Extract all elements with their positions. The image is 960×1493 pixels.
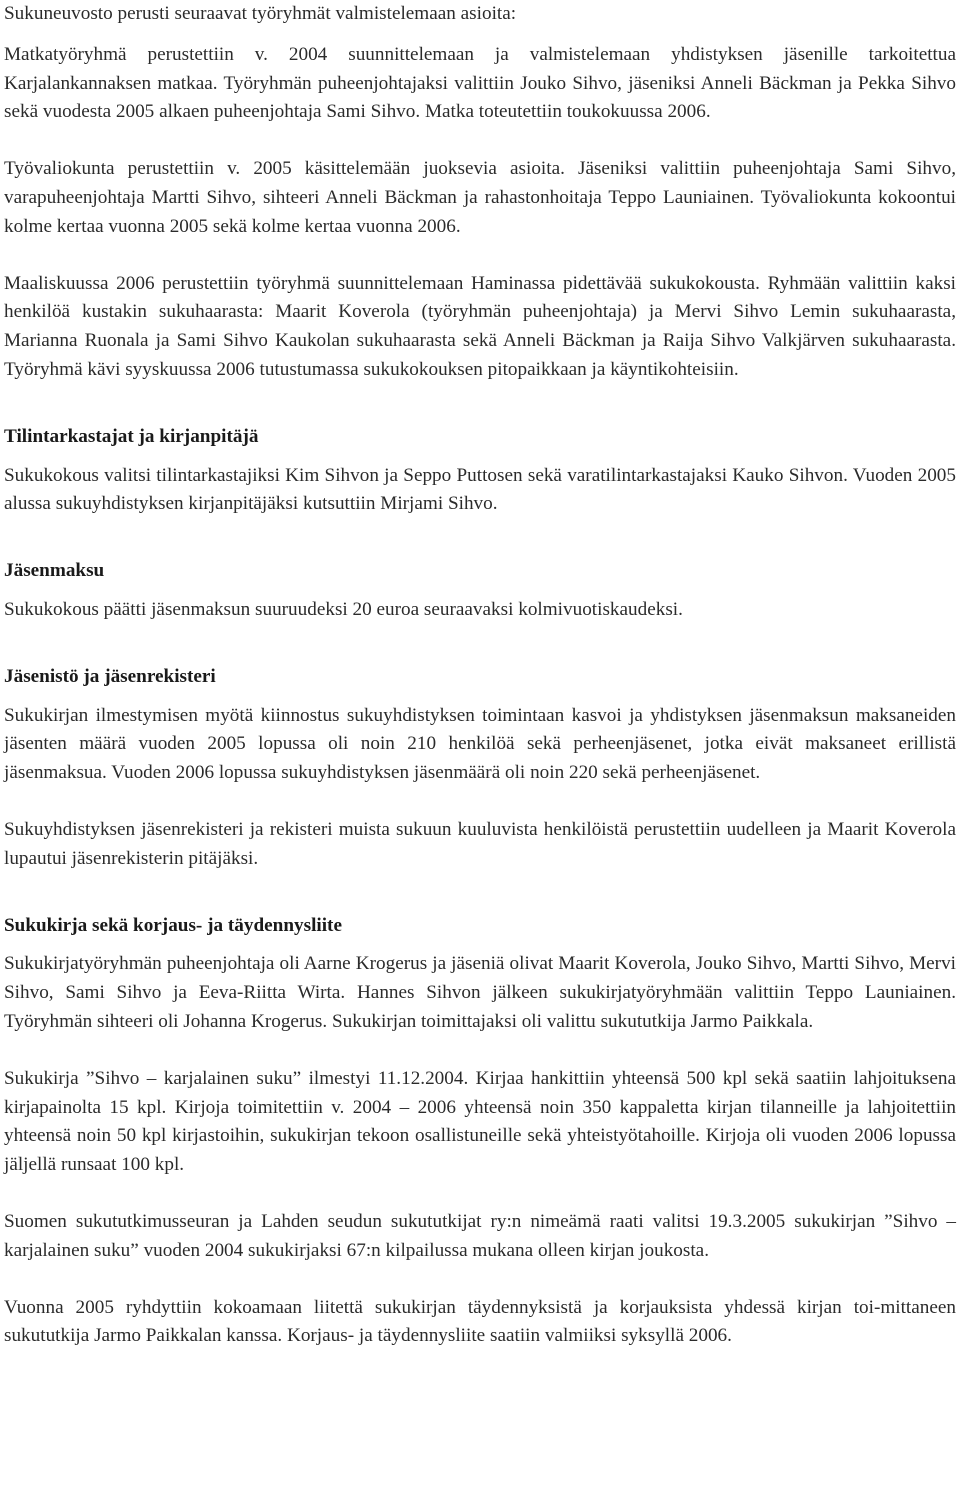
heading-membership-fee: Jäsenmaksu <box>4 560 105 582</box>
paragraph-meeting-group: Maaliskuussa 2006 perustettiin työryhmä suunnittelemaan Haminassa pidettävää sukukokousta. Ryhmään valittiin kaksi henkilöä kustakin sukuhaarasta: Maarit Koverola (työryhmän puheenjohtaja) ja Mervi Sihvo Lemin sukuhaarasta, Marianna Ruonala ja Sami Sihvo Kaukolan sukuhaarasta sekä Anneli Bäckman ja Raija Sihvo Valkjärven sukuhaarasta. Työryhmä kävi syyskuussa 2006 tutustumassa sukukokouksen pitopaikkaan ja käyntikohteisiin. <box>4 272 956 380</box>
document-page <box>4 0 956 1351</box>
paragraph-members-count: Sukukirjan ilmestymisen myötä kiinnostus sukuyhdistyksen toimintaan kasvoi ja yhdistyksen jäsenmaksun maksaneiden jäsenten määrä vuoden 2005 lopussa oli noin 210 henkilöä sekä perheenjäsenet, jotka eivät maksaneet erillistä jäsenmaksua. Vuoden 2006 lopussa sukuyhdistyksen jäsenmäärä oli noin 220 sekä perheenjäsenet. <box>4 704 956 784</box>
paragraph-book-award: Suomen sukututkimusseuran ja Lahden seudun sukututkijat ry:n nimeämä raati valitsi 19.3.2005 sukukirjan ”Sihvo – karjalainen suku” vuoden 2004 sukukirjaksi 67:n kilpailussa mukana olleen kirjan joukosta. <box>4 1210 956 1261</box>
heading-auditors: Tilintarkastajat ja kirjanpitäjä <box>4 425 259 447</box>
paragraph-members-register: Sukuyhdistyksen jäsenrekisteri ja rekisteri muista sukuun kuuluvista henkilöistä perustettiin uudelleen ja Maarit Koverola lupautui jäsenrekisterin pitäjäksi. <box>4 818 956 869</box>
paragraph-book-supplement: Vuonna 2005 ryhdyttiin kokoamaan liitettä sukukirjan täydennyksistä ja korjauksista yhdessä kirjan toi-mittaneen sukututkija Jarmo Paikkalan kanssa. Korjaus- ja täydennysliite saatiin valmiiksi syksyllä 2006. <box>4 1296 956 1347</box>
paragraph-working-committee: Työvaliokunta perustettiin v. 2005 käsittelemään juoksevia asioita. Jäseniksi valittiin puheenjohtaja Sami Sihvo, varapuheenjohtaja Martti Sihvo, sihteeri Anneli Bäckman ja rahastonhoitaja Teppo Launiainen. Työvaliokunta kokoontui kolme kertaa vuonna 2005 sekä kolme kertaa vuonna 2006. <box>4 158 956 237</box>
intro-paragraph: Sukuneuvosto perusti seuraavat työryhmät valmistelemaan asioita: <box>4 3 517 24</box>
heading-members-register: Jäsenistö ja jäsenrekisteri <box>4 665 216 687</box>
heading-family-book: Sukukirja sekä korjaus- ja täydennysliite <box>4 914 342 936</box>
paragraph-book-group: Sukukirjatyöryhmän puheenjohtaja oli Aarne Krogerus ja jäseniä olivat Maarit Koverola, Jouko Sihvo, Martti Sihvo, Mervi Sihvo, Sami Sihvo ja Eeva-Riitta Wirta. Hannes Sihvon jälkeen sukukirjatyöryhmään valittiin Teppo Launiainen. Työryhmän sihteeri oli Johanna Krogerus. Sukukirjan toimittajaksi oli valittu sukututkija Jarmo Paikkala. <box>4 953 956 1032</box>
paragraph-membership-fee: Sukukokous päätti jäsenmaksun suuruudeksi 20 euroa seuraavaksi kolmivuotiskaudeksi. <box>4 598 683 620</box>
paragraph-travel-group: Matkatyöryhmä perustettiin v. 2004 suunnittelemaan ja valmistelemaan yhdistyksen jäsenille tarkoitettua Karjalankannaksen matkaa. Työryhmän puheenjohtajaksi valittiin Jouko Sihvo, jäseniksi Anneli Bäckman ja Pekka Sihvo sekä vuodesta 2005 alkaen puheenjohtaja Sami Sihvo. Matka toteutettiin toukokuussa 2006. <box>4 43 956 123</box>
paragraph-auditors: Sukukokous valitsi tilintarkastajiksi Kim Sihvon ja Seppo Puttosen sekä varatilintarkastajaksi Kauko Sihvon. Vuoden 2005 alussa sukuyhdistyksen kirjanpitäjäksi kutsuttiin Mirjami Sihvo. <box>4 464 956 515</box>
paragraph-book-published: Sukukirja ”Sihvo – karjalainen suku” ilmestyi 11.12.2004. Kirjaa hankittiin yhteensä 500 kpl sekä saatiin lahjoituksena kirjapainolta 15 kpl. Kirjoja toimitettiin v. 2004 – 2006 yhteensä noin 350 kappaletta kirjan tilanneille ja lahjoitettiin yhteensä noin 50 kpl kirjastoihin, sukukirjan tekoon osallistuneille sekä yhteistyötahoille. Kirjoja oli vuoden 2006 lopussa jäljellä runsaat 100 kpl. <box>4 1067 956 1176</box>
